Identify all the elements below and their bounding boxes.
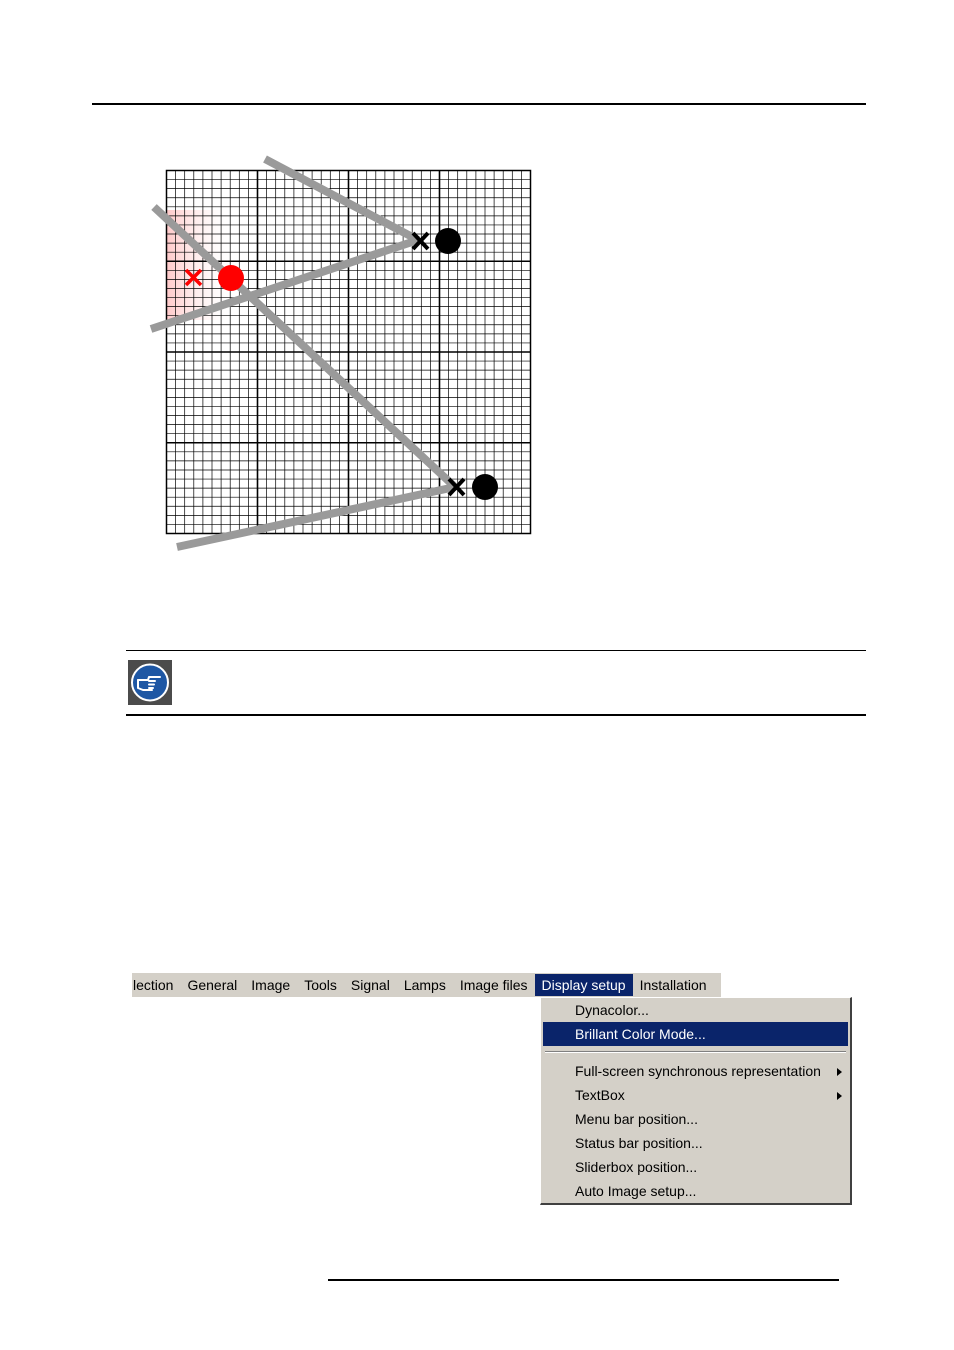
dropdown-item-sliderbox-position[interactable] — [541, 1155, 850, 1179]
dropdown-item-textbox[interactable] — [541, 1083, 850, 1107]
red-marker-dot — [218, 265, 244, 291]
dropdown-item-menu-bar-position[interactable] — [541, 1107, 850, 1131]
menu-tools[interactable]: Tools — [304, 977, 337, 993]
dropdown-item-dynacolor[interactable] — [541, 998, 850, 1022]
menu-image[interactable]: Image — [251, 977, 291, 993]
dropdown-item-label: Status bar position... — [575, 1135, 703, 1151]
note-bottom-rule — [126, 714, 866, 716]
menu-screenshot — [132, 973, 857, 1213]
menu-image-files[interactable]: Image files — [459, 977, 528, 993]
menu-lection[interactable]: lection — [133, 977, 174, 993]
submenu-arrow-icon — [837, 1068, 842, 1076]
black-marker-dot-top — [435, 228, 461, 254]
menu-bar — [132, 973, 721, 997]
dropdown-item-label: Menu bar position... — [575, 1111, 698, 1127]
black-marker-dot-bottom — [472, 474, 498, 500]
dropdown-item-full-screen-synchronous-representation[interactable] — [541, 1059, 850, 1083]
dropdown-item-label: Dynacolor... — [575, 1002, 649, 1018]
note-icon-frame — [128, 660, 172, 705]
dropdown-item-status-bar-position[interactable] — [541, 1131, 850, 1155]
line-left-diagonal — [154, 207, 455, 487]
menu-general[interactable]: General — [187, 977, 238, 993]
page-footer-rule — [328, 1279, 839, 1281]
grid-alignment-figure — [140, 150, 540, 560]
dropdown-item-auto-image-setup[interactable] — [541, 1179, 850, 1203]
dropdown-item-brillant-color-mode[interactable] — [543, 1022, 848, 1046]
submenu-arrow-icon — [837, 1092, 842, 1100]
dropdown-item-label: Full-screen synchronous representation — [575, 1063, 821, 1079]
display-setup-dropdown — [540, 997, 852, 1205]
menu-installation[interactable]: Installation — [639, 977, 707, 993]
dropdown-item-label: Brillant Color Mode... — [575, 1026, 706, 1042]
dropdown-item-label: TextBox — [575, 1087, 625, 1103]
pointing-hand-icon — [128, 660, 172, 705]
line-bottom — [177, 487, 455, 547]
menu-display-setup[interactable]: Display setup — [535, 974, 633, 996]
page-header-rule — [92, 103, 866, 105]
dropdown-item-label: Sliderbox position... — [575, 1159, 698, 1175]
dropdown-item-label: Auto Image setup... — [575, 1183, 697, 1199]
menu-separator — [545, 1051, 846, 1053]
note-top-rule — [126, 650, 866, 651]
menu-signal[interactable]: Signal — [350, 977, 390, 993]
menu-lamps[interactable]: Lamps — [403, 977, 446, 993]
